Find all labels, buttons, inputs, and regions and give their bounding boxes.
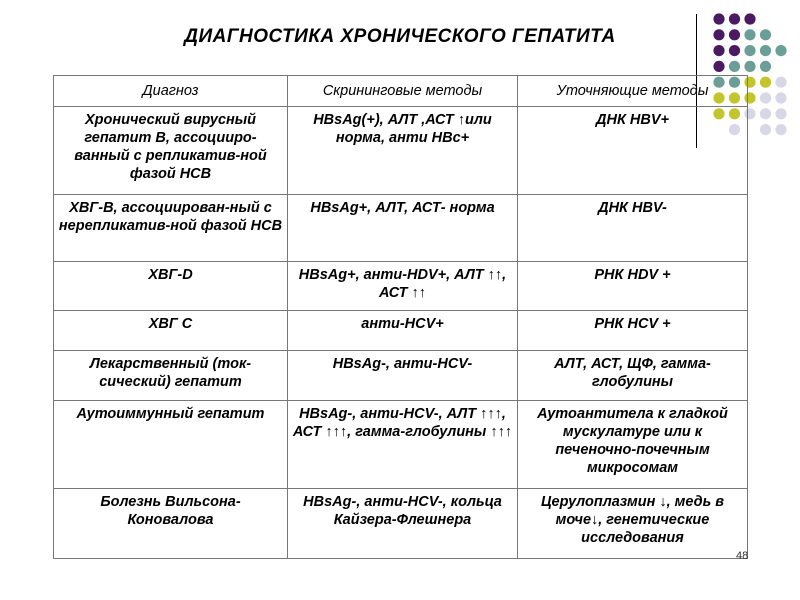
table-row [54,262,748,311]
header-diagnosis: Диагноз [54,76,288,107]
cell-diagnosis: ХВГ-В, ассоциирован-ный с нерепликатив-ной фазой HCB [54,195,288,262]
decorative-dot [775,124,786,135]
decorative-dot [729,45,740,56]
decorative-dot [713,29,724,40]
cell-confirming: Церулоплазмин ↓, медь в моче↓, генетические исследования [518,489,748,559]
diagnostics-table [53,75,748,559]
decorative-dot [729,29,740,40]
slide-title: ДИАГНОСТИКА ХРОНИЧЕСКОГО ГЕПАТИТА [184,26,616,47]
cell-screening: HBsAg+, АЛТ, АСТ- норма [288,195,518,262]
page-number: 48 [736,550,749,562]
cell-diagnosis: ХВГ-D [54,262,288,311]
cell-screening: анти-HCV+ [288,311,518,351]
cell-diagnosis: Болезнь Вильсона-Коновалова [54,489,288,559]
decorative-dot [744,45,755,56]
decorative-dot [729,13,740,24]
cell-screening: HBsAg(+), АЛТ ,АСТ ↑или норма, анти HBc+ [288,107,518,195]
decorative-dot [760,108,771,119]
table-row [54,195,748,262]
decorative-dot [744,13,755,24]
decorative-dot [744,29,755,40]
decorative-dot [775,92,786,103]
cell-confirming: АЛТ, АСТ, ЩФ, гамма-глобулины [518,351,748,401]
cell-screening: HBsAg+, анти-HDV+, АЛТ ↑↑, АСТ ↑↑ [288,262,518,311]
decorative-dot [713,45,724,56]
decorative-dot [775,77,786,88]
header-confirming-methods: Уточняющие методы [518,76,748,107]
table-row [54,401,748,489]
cell-screening: HBsAg-, анти-HCV-, кольца Кайзера-Флешнера [288,489,518,559]
table-row [54,311,748,351]
header-screening-methods: Скрининговые методы [288,76,518,107]
cell-diagnosis: Аутоиммунный гепатит [54,401,288,489]
cell-confirming: ДНК HBV- [518,195,748,262]
decorative-dot [713,13,724,24]
decorative-dot [760,124,771,135]
table-header-row [54,76,748,107]
cell-confirming: РНК HCV + [518,311,748,351]
decorative-dot [760,45,771,56]
cell-screening: HBsAg-, анти-HCV- [288,351,518,401]
decorative-dot [713,61,724,72]
decorative-dot [760,92,771,103]
cell-confirming: ДНК HBV+ [518,107,748,195]
decorative-dot [760,77,771,88]
table-row [54,489,748,559]
decorative-dot [775,108,786,119]
table-row [54,351,748,401]
table-row [54,107,748,195]
cell-diagnosis: ХВГ С [54,311,288,351]
cell-confirming: РНК HDV + [518,262,748,311]
decorative-dot [744,61,755,72]
cell-screening: HBsAg-, анти-HCV-, АЛТ ↑↑↑, АСТ ↑↑↑, гамма-глобулины ↑↑↑ [288,401,518,489]
decorative-dot [729,61,740,72]
cell-diagnosis: Хронический вирусный гепатит В, ассоцииро-ванный с репликатив-ной фазой HCB [54,107,288,195]
cell-confirming: Аутоантитела к гладкой мускулатуре или к печеночно-почечным микросомам [518,401,748,489]
cell-diagnosis: Лекарственный (ток-сический) гепатит [54,351,288,401]
decorative-dot [760,61,771,72]
decorative-dot [760,29,771,40]
decorative-dot [775,45,786,56]
